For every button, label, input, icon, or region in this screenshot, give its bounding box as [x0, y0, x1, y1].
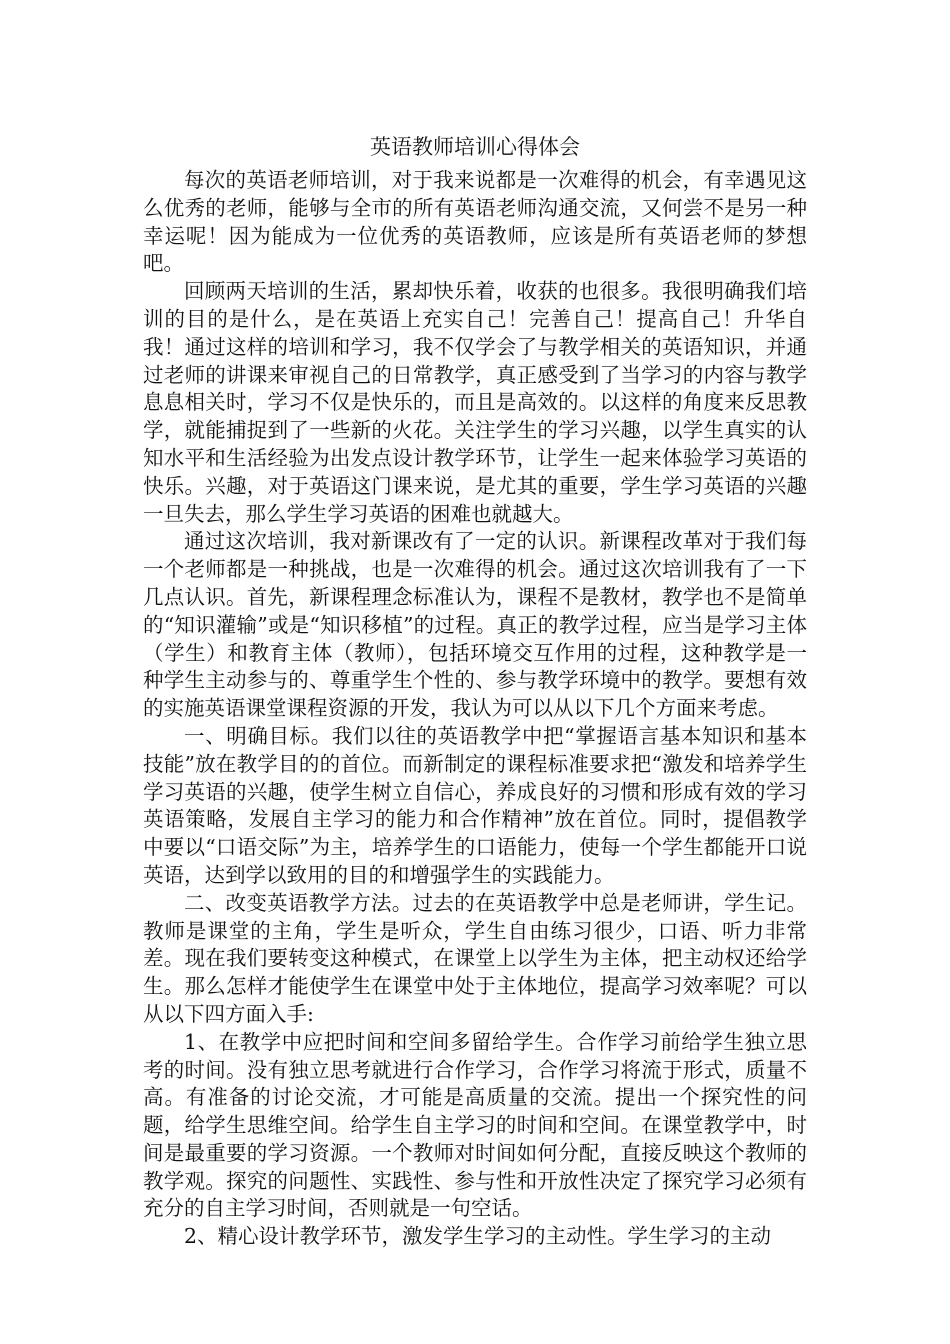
document-body — [143, 133, 807, 1251]
paragraph-point-2: 2、精心设计教学环节，激发学生学习的主动性。学生学习的主动 — [184, 1224, 772, 1249]
paragraph-goals: 一、明确目标。我们以往的英语教学中把“掌握语言基本知识和基本技能”放在教学目的的首位。而新制定的课程标准要求把“激发和培养学生学习英语的兴趣，使学生树立自信心，养成良好的习惯和形成有效的学习英语策略，发展自主学习的能力和合作精神”放在首位。同时，提倡教学中要以“口语交际”为主，培养学生的口语能力，使每一个学生都能开口说英语，达到学以致用的目的和增强学生的实践能力。 — [143, 723, 807, 887]
paragraph-intro: 每次的英语老师培训，对于我来说都是一次难得的机会，有幸遇见这么优秀的老师，能够与全市的所有英语老师沟通交流，又何尝不是另一种幸运呢！因为能成为一位优秀的英语教师，应该是所有英语老师的梦想吧。 — [143, 168, 807, 276]
paragraph-new-curriculum: 通过这次培训，我对新课改有了一定的认识。新课程改革对于我们每一个老师都是一种挑战，也是一次难得的机会。通过这次培训我有了一下几点认识。首先，新课程理念标准认为，课程不是教材，教学也不是简单的“知识灌输”或是“知识移植”的过程。真正的教学过程，应当是学习主体（学生）和教育主体（教师），包括环境交互作用的过程，这种教学是一种学生主动参与的、尊重学生个性的、参与教学环境中的教学。要想有效的实施英语课堂课程资源的开发，我认为可以从以下几个方面来考虑。 — [143, 529, 807, 721]
document-title: 英语教师培训心得体会 — [370, 135, 580, 159]
paragraph-methods: 二、改变英语教学方法。过去的在英语教学中总是老师讲，学生记。教师是课堂的主角，学生是听众，学生自由练习很少，口语、听力非常差。现在我们要转变这种模式，在课堂上以学生为主体，把主动权还给学生。那么怎样才能使学生在课堂中处于主体地位，提高学习效率呢？可以从以下四方面入手: — [143, 890, 807, 1026]
paragraph-review: 回顾两天培训的生活，累却快乐着，收获的也很多。我很明确我们培训的目的是什么，是在英语上充实自己！完善自己！提高自己！升华自我！通过这样的培训和学习，我不仅学会了与教学相关的英语知识，并通过老师的讲课来审视自己的日常教学，真正感受到了当学习的内容与教学息息相关时，学习不仅是快乐的，而且是高效的。以这样的角度来反思教学，就能捕捉到了一些新的火花。关注学生的学习兴趣，以学生真实的认知水平和生活经验为出发点设计教学环节，让学生一起来体验学习英语的快乐。兴趣，对于英语这门课来说，是尤其的重要，学生学习英语的兴趣一旦失去，那么学生学习英语的困难也就越大。 — [143, 279, 807, 526]
paragraph-point-1: 1、在教学中应把时间和空间多留给学生。合作学习前给学生独立思考的时间。没有独立思考就进行合作学习，合作学习将流于形式，质量不高。有准备的讨论交流，才可能是高质量的交流。提出一个探究性的问题，给学生思维空间。给学生自主学习的时间和空间。在课堂教学中，时间是最重要的学习资源。一个教师对时间如何分配，直接反映这个教师的教学观。探究的问题性、实践性、参与性和开放性决定了探究学习必须有充分的自主学习时间，否则就是一句空话。 — [143, 1029, 807, 1221]
